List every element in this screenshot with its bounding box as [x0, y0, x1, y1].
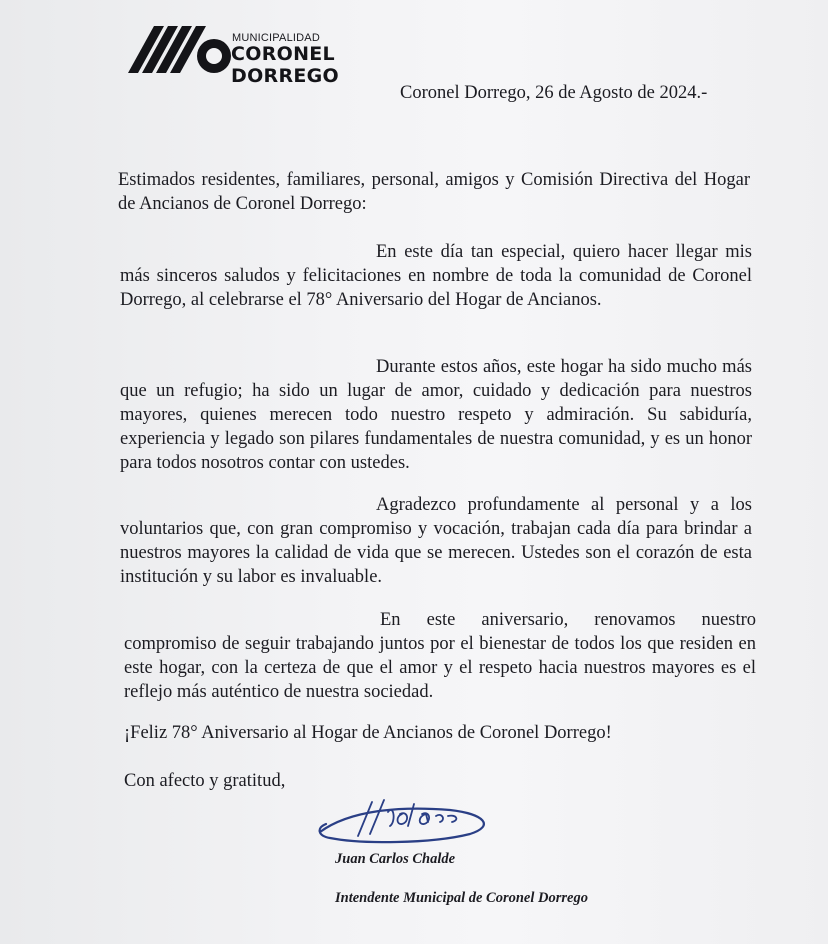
- logo-small-text: MUNICIPALIDAD: [232, 32, 320, 44]
- paragraph-1: En este día tan especial, quiero hacer llegar mis más sinceros saludos y felicitaciones en nombre de toda la comunidad de Coronel Dorrego, al celebrarse el 78° Aniversario del Hogar de Ancianos.: [120, 242, 752, 310]
- celebration-line: ¡Feliz 78° Aniversario al Hogar de Ancianos de Coronel Dorrego!: [124, 723, 612, 743]
- mo-logo-icon: [128, 18, 234, 76]
- handwritten-signature: [310, 792, 500, 850]
- signatory-name: Juan Carlos Chalde: [335, 851, 456, 867]
- closing-line: Con afecto y gratitud,: [124, 771, 286, 791]
- greeting: Estimados residentes, familiares, personal, amigos y Comisión Directiva del Hogar de Ancianos de Coronel Dorrego:: [118, 170, 750, 214]
- paragraph-2: Durante estos años, este hogar ha sido mucho más que un refugio; ha sido un lugar de amor, cuidado y dedicación para nuestros mayores, quienes merecen todo nuestro respeto y admiración. Su sabiduría, experiencia y legado son pilares fundamentales de nuestra comunidad, y es un honor para todos nosotros contar con ustedes.: [120, 357, 752, 473]
- paragraph-4: En este aniversario, renovamos nuestro compromiso de seguir trabajando juntos por el bienestar de todos los que residen en este hogar, con la certeza de que el amor y el respeto hacia nuestros mayores es el reflejo más auténtico de nuestra sociedad.: [124, 610, 756, 702]
- signatory-title: Intendente Municipal de Coronel Dorrego: [335, 890, 588, 906]
- logo-main-text: CORONEL DORREGO: [231, 43, 340, 87]
- municipality-logo: [128, 18, 438, 87]
- date-line: Coronel Dorrego, 26 de Agosto de 2024.-: [400, 83, 708, 103]
- paragraph-3: Agradezco profundamente al personal y a los voluntarios que, con gran compromiso y vocación, trabajan cada día para brindar a nuestros mayores la calidad de vida que se merecen. Ustedes son el corazón de esta institución y su labor es invaluable.: [120, 495, 752, 587]
